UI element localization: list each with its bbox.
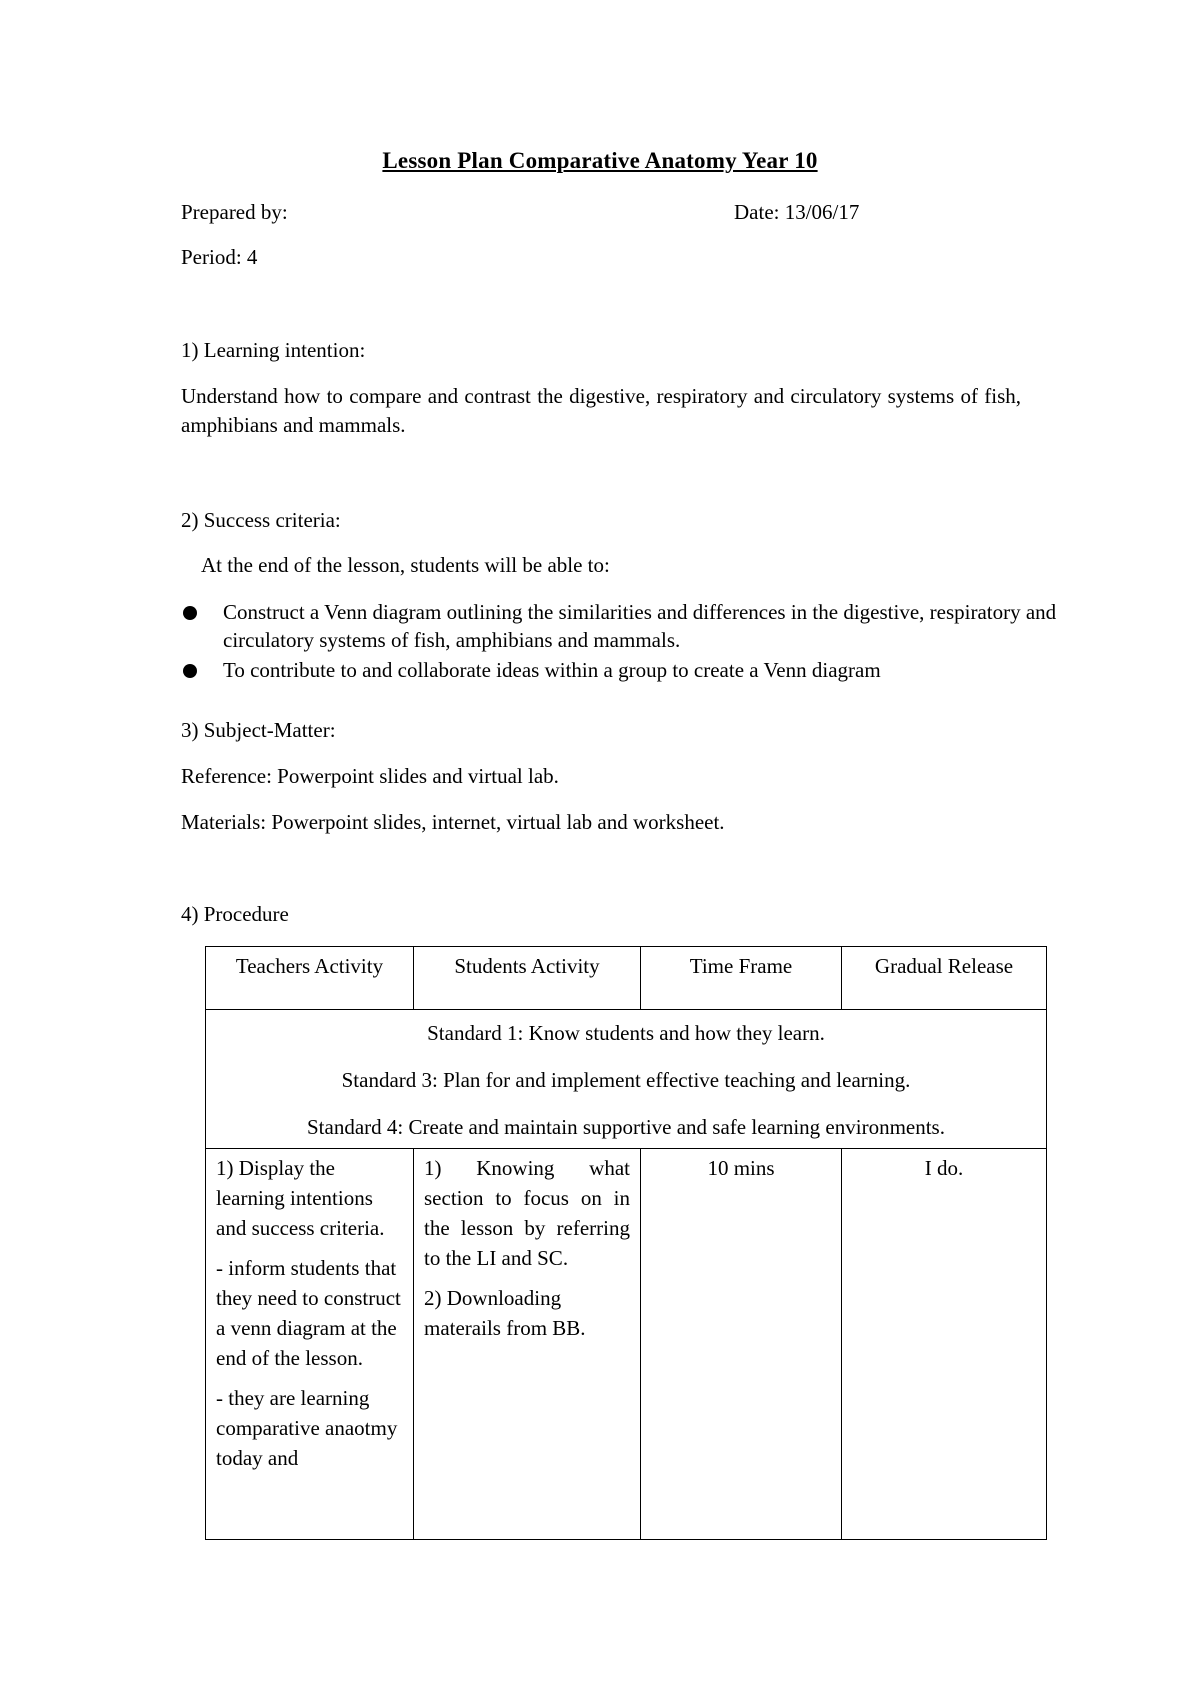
list-item-text: To contribute to and collaborate ideas within a group to create a Venn diagram <box>223 658 881 682</box>
column-header-gradual-release: Gradual Release <box>842 947 1047 1010</box>
standards-cell <box>206 1010 1047 1149</box>
success-criteria-heading: 2) Success criteria: <box>181 508 341 532</box>
procedure-table <box>205 946 1047 1540</box>
subject-matter-heading: 3) Subject-Matter: <box>181 718 336 742</box>
bullet-icon <box>183 606 197 620</box>
standard-1: Standard 1: Know students and how they learn. <box>427 1021 825 1045</box>
materials-text: Materials: Powerpoint slides, internet, virtual lab and worksheet. <box>181 810 725 834</box>
table-header-row <box>206 947 1047 1010</box>
column-header-students-activity: Students Activity <box>414 947 641 1010</box>
column-header-teachers-activity: Teachers Activity <box>206 947 414 1010</box>
list-item <box>181 598 1061 654</box>
teacher-activity-item: - they are learning comparative anaotmy today and <box>216 1386 398 1470</box>
learning-intention-text: Understand how to compare and contrast the digestive, respiratory and circulatory systems of fish, amphibians and mammals. <box>181 384 1021 437</box>
list-item <box>181 656 1061 684</box>
student-activity-cell <box>414 1149 641 1540</box>
standard-4: Standard 4: Create and maintain supportive and safe learning environments. <box>307 1115 945 1139</box>
column-header-time-frame: Time Frame <box>641 947 842 1010</box>
teacher-activity-item: - inform students that they need to construct a venn diagram at the end of the lesson. <box>216 1256 401 1370</box>
teacher-activity-item: 1) Display the learning intentions and success criteria. <box>216 1156 385 1240</box>
procedure-heading: 4) Procedure <box>181 902 289 926</box>
student-activity-item: 1) Knowing what section to focus on in the lesson by referring to the LI and SC. <box>424 1156 630 1270</box>
page-title: Lesson Plan Comparative Anatomy Year 10 <box>382 148 818 173</box>
teacher-activity-cell <box>206 1149 414 1540</box>
reference-text: Reference: Powerpoint slides and virtual lab. <box>181 764 559 788</box>
prepared-by-label: Prepared by: <box>181 200 288 224</box>
date-label: Date: 13/06/17 <box>734 200 860 224</box>
gradual-release-cell: I do. <box>842 1149 1047 1540</box>
standard-3: Standard 3: Plan for and implement effective teaching and learning. <box>341 1068 911 1092</box>
student-activity-item: 2) Downloading materails from BB. <box>424 1286 586 1340</box>
list-item-text: Construct a Venn diagram outlining the similarities and differences in the digestive, respiratory and circulatory systems of fish, amphibians and mammals. <box>223 600 1057 652</box>
success-criteria-list <box>181 598 1061 686</box>
table-row <box>206 1149 1047 1540</box>
learning-intention-heading: 1) Learning intention: <box>181 338 366 362</box>
time-frame-cell: 10 mins <box>641 1149 842 1540</box>
success-criteria-intro: At the end of the lesson, students will be able to: <box>201 553 610 577</box>
table-row-standards <box>206 1010 1047 1149</box>
bullet-icon <box>183 664 197 678</box>
period-label: Period: 4 <box>181 245 258 269</box>
